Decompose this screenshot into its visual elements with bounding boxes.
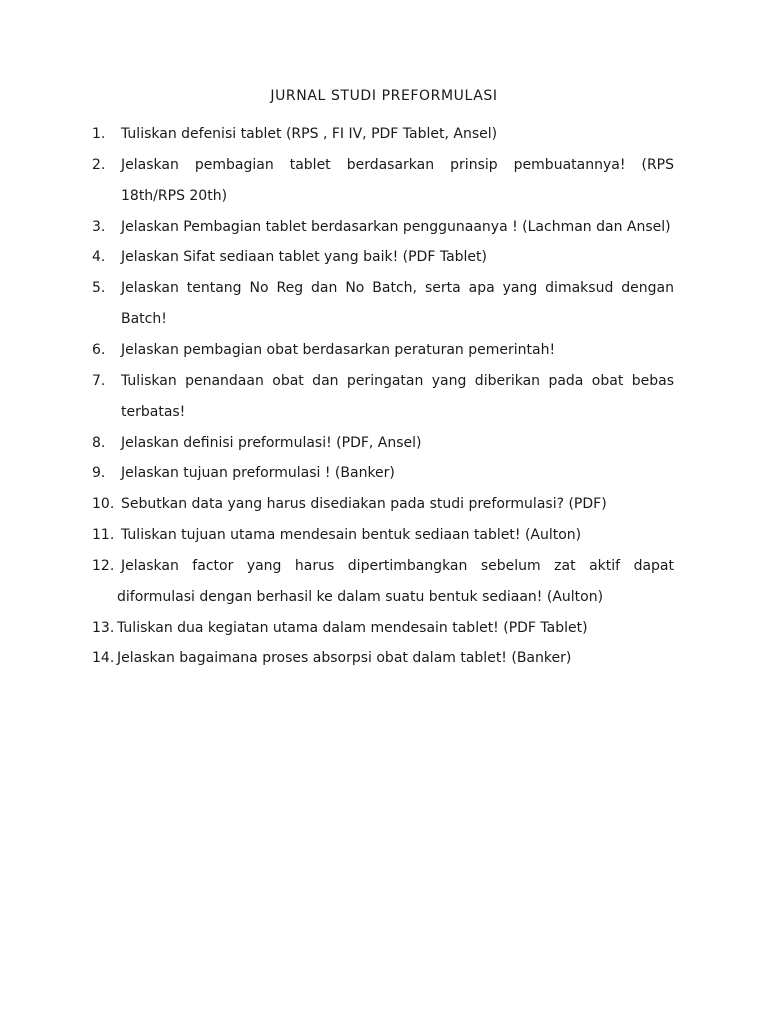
list-item-text: Batch!	[121, 311, 167, 328]
list-item-text: Jelaskan Sifat sediaan tablet yang baik! (PDF Tablet)	[121, 249, 487, 266]
list-item-text: Jelaskan bagaimana proses absorpsi obat dalam tablet! (Banker)	[117, 650, 572, 667]
list-item-number: 5.	[92, 280, 106, 297]
list-item-text: Jelaskan tujuan preformulasi ! (Banker)	[121, 465, 395, 482]
list-item-text: diformulasi dengan berhasil ke dalam suatu bentuk sediaan! (Aulton)	[117, 588, 604, 605]
list-item-number: 12.	[92, 557, 115, 574]
list-item-text: Jelaskan factor yang harus dipertimbangkan sebelum zat aktif dapat	[121, 557, 674, 574]
list-item-number: 11.	[92, 527, 115, 544]
list-item-text: Jelaskan pembagian tablet berdasarkan prinsip pembuatannya! (RPS	[121, 156, 674, 173]
list-item-number: 6.	[92, 341, 106, 358]
list-item-text: Jelaskan tentang No Reg dan No Batch, serta apa yang dimaksud dengan	[121, 280, 674, 297]
list-item-number: 14.	[92, 650, 115, 667]
list-item-number: 1.	[92, 126, 106, 142]
list-item-text: Tuliskan tujuan utama mendesain bentuk sediaan tablet! (Aulton)	[121, 527, 582, 544]
list-item-text: Tuliskan defenisi tablet (RPS , FI IV, PDF Tablet, Ansel)	[121, 126, 498, 142]
document-title: JURNAL STUDI PREFORMULASI	[270, 88, 498, 104]
list-item-text: Tuliskan dua kegiatan utama dalam mendesain tablet! (PDF Tablet)	[117, 619, 588, 636]
list-item-number: 4.	[92, 249, 106, 266]
list-item-text: Jelaskan pembagian obat berdasarkan peraturan pemerintah!	[121, 341, 556, 358]
list-item-number: 9.	[92, 465, 106, 482]
list-item-number: 3.	[92, 218, 106, 235]
list-item-number: 13.	[92, 619, 115, 636]
list-item-text: Jelaskan definisi preformulasi! (PDF, Ansel)	[121, 434, 422, 451]
list-item-text: 18th/RPS 20th)	[121, 187, 228, 204]
list-item-number: 8.	[92, 434, 106, 451]
list-item-number: 10.	[92, 496, 115, 513]
list-item-number: 7.	[92, 372, 106, 389]
list-item-text: Jelaskan Pembagian tablet berdasarkan penggunaanya ! (Lachman dan Ansel)	[121, 218, 671, 235]
list-item-number: 2.	[92, 156, 106, 173]
list-item-text: terbatas!	[121, 403, 186, 420]
list-item-text: Sebutkan data yang harus disediakan pada studi preformulasi? (PDF)	[121, 496, 607, 513]
list-item-text: Tuliskan penandaan obat dan peringatan yang diberikan pada obat bebas	[121, 372, 674, 389]
